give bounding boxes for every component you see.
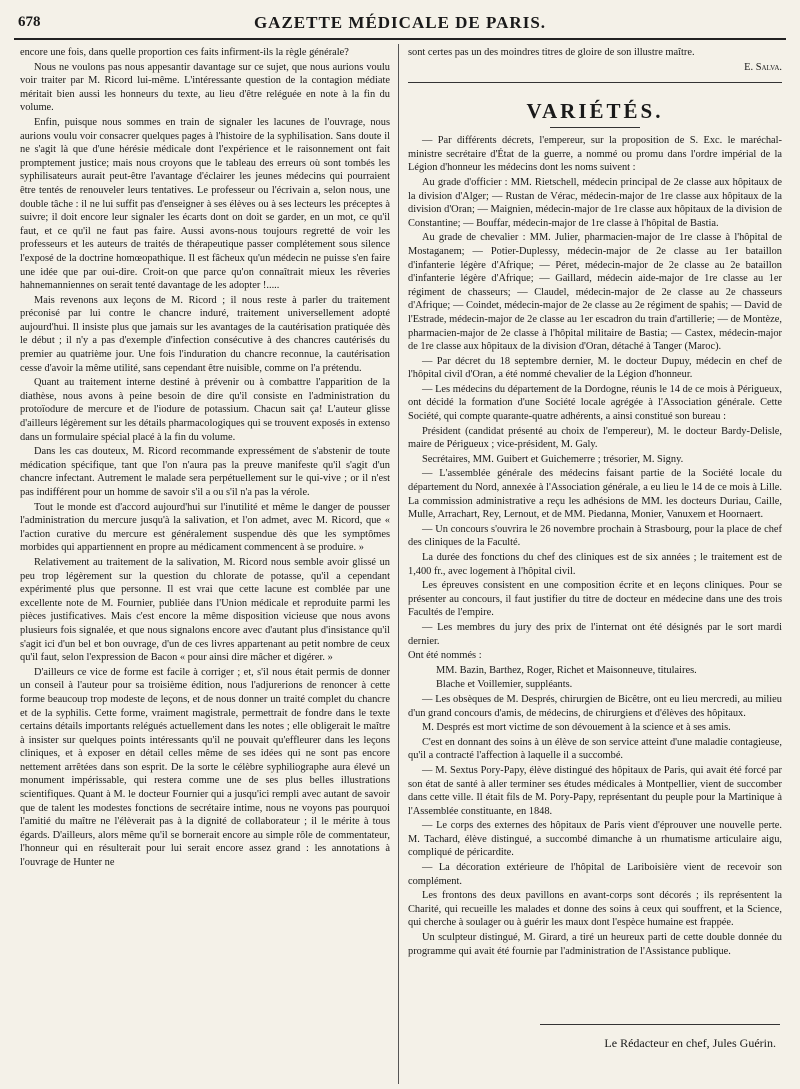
section-title: VARIÉTÉS. bbox=[526, 99, 664, 124]
news-item: — La décoration extérieure de l'hôpital de Lariboisière vient de recevoir son complément. bbox=[408, 862, 782, 887]
paragraph: Quant au traitement interne destiné à prévenir ou à combattre l'apparition de la diathèse, nous avons à peine besoin de dire qu'il consiste en l'administration du protoïodure de mercure et de l'iodure de potassium. Chacun sait ça! L'auteur glisse d'ailleurs légèrement sur les détails pharmacologiques qui se trouvent exposés in extenso dans un formulaire spécial placé à la fin du volume. bbox=[20, 377, 390, 443]
news-item: Président (candidat présenté au choix de l'empereur), M. le docteur Bardy-Delisle, maire de Périgueux ; vice-président, M. Galy. bbox=[408, 425, 782, 451]
news-item: — Le corps des externes des hôpitaux de Paris vient d'éprouver une nouvelle perte. M. Tachard, élève distingué, a succombé dimanche à un rhumatisme articulaire aigu, compliqué de péricardite. bbox=[408, 820, 782, 859]
paragraph: Relativement au traitement de la salivation, M. Ricord nous semble avoir glissé un peu trop légèrement sur la question du chlorate de potasse, qu'il a cependant expérimenté plus que personne. Il est vrai que cette lacune est comblée par une excellente note de M. Fournier, publiée dans l'Union médicale et reproduite parmi les pièces justificatives. Mais c'est encore la même disposition vicieuse que nous avons plusieurs fois signalée, et que nous signalons encore avec d'autant plus d'insistance qu'il s'agit ici d'un bel et bon ouvrage, d'un de ces livres appartenant au petit nombre de ceux qu'il faut, selon l'expression de Bacon « pour ainsi dire mâcher et digérer. » bbox=[20, 556, 390, 664]
news-item: M. Després est mort victime de son dévouement à la science et à ses amis. bbox=[422, 722, 731, 734]
paragraph: Mais revenons aux leçons de M. Ricord ; il nous reste à parler du traitement préconisé par lui contre le chancre induré, traitement universellement adopté aujourd'hui. Il insiste plus que jamais sur les avantages de la cautérisation pratiquée dès le début ; il n'y a pas d'exemple d'infection consécutive à des chancres cautérisés du premier au quatrième jour. Une fois l'induration du chancre reconnue, la cautérisation cesse d'avoir la même utilité, sans cependant être nuisible, comme on l'a prétendu. bbox=[20, 294, 390, 374]
news-item: — Un concours s'ouvrira le 26 novembre prochain à Strasbourg, pour la place de chef des cliniques de la Faculté. bbox=[408, 523, 782, 549]
news-item: Un sculpteur distingué, M. Girard, a tiré un heureux parti de cette double donnée du programme qui avait été fournie par l'administration de l'Assistance publique. bbox=[408, 932, 782, 957]
news-item: — Les médecins du département de la Dordogne, réunis le 14 de ce mois à Périgueux, ont décidé la formation d'une Société locale agrégée à l'Association générale. Cette Société, qui compte quarante-quatre adhérents, a ainsi constitué son bureau : bbox=[408, 383, 782, 423]
news-item: — M. Sextus Pory-Papy, élève distingué des hôpitaux de Paris, qui avait été forcé par son état de santé à aller terminer ses études médicales à Montpellier, vient de succomber dans cette ville. Il était fils de M. Pory-Papy, représentant du peuple pour la Martinique à l'Assemblée constituante, en 1848. bbox=[408, 764, 782, 817]
news-item: La durée des fonctions du chef des cliniques est de six années ; le traitement est de 1,400 fr., avec logement à l'hôpital civil. bbox=[408, 552, 782, 577]
journal-title: GAZETTE MÉDICALE DE PARIS. bbox=[253, 13, 547, 32]
editor-signature: Le Rédacteur en chef, Jules Guérin. bbox=[604, 1036, 776, 1050]
continuation-text: sont certes pas un des moindres titres de gloire de son illustre maître. bbox=[408, 47, 695, 58]
news-item: Ont été nommés : bbox=[408, 650, 482, 662]
paragraph: D'ailleurs ce vice de forme est facile à corriger ; et, s'il nous était permis de donner un conseil à l'auteur pour sa troisième édition, nous l'adjurerions de renoncer à cette forme beaucoup trop modeste de leçons, et de nous donner un traité complet du chancre et de la syphilis. Cette forme, vraiment magistrale, permettrait de fondre dans le texte certains détails importants relégués actuellement dans les notes ; elle obligerait le maître à insister sur quelques points intéressants qu'il ne pouvait qu'effleurer dans les leçons cliniques, et à exposer en détail celles même de ses idées qui ne sont pas encore nettement arrêtées dans son esprit. De la sorte le célèbre syphiliographe aura élevé un monument impérissable, qui restera comme une de ses plus belles illustrations scientifiques. Quant à M. le docteur Fournier qui a jusqu'ici rempli avec autant de savoir que de talent les modestes fonctions de secrétaire intime, nous ne voyons pas pourquoi l'amitié du maître ne l'élèverait pas à la dignité de collaborateur ; il le mérite à tous égards. D'ailleurs, alors même qu'il se bornerait encore au simple rôle de commentateur, l'honneur qui en résulterait pour lui serait encore assez grand : les annotations à l'ouvrage de Hunter ne bbox=[20, 666, 390, 869]
paragraph: encore une fois, dans quelle proportion ces faits infirment-ils la règle générale? bbox=[20, 47, 349, 58]
news-item: Les épreuves consistent en une composition écrite et en leçons cliniques. Pour se présenter au concours, il faut justifier du titre de docteur en médecine dans une des trois Facultés de l'empire. bbox=[408, 580, 782, 619]
paragraph: Dans les cas douteux, M. Ricord recommande expressément de s'abstenir de toute médication spécifique, tant que l'on n'aura pas la preuve manifeste qu'il s'agit d'un chancre infectant. Autrement le malade sera perpétuellement sur le qui-vive ; or il n'est pas indifférent pour un homme de savoir s'il a ou s'il n'a pas la vérole. bbox=[20, 446, 390, 498]
title-underline bbox=[550, 127, 640, 128]
news-item: — Par décret du 18 septembre dernier, M. le docteur Dupuy, médecin en chef de l'hôpital civil d'Oran, a été nommé chevalier de la Légion d'honneur. bbox=[408, 355, 782, 381]
footer-rule bbox=[540, 1024, 780, 1025]
news-item: — Par différents décrets, l'empereur, sur la proposition de S. Exc. le maréchal-ministre secrétaire d'État de la guerre, a nommé ou promu dans l'ordre impérial de la Légion d'honneur les médecins dont les noms suivent : bbox=[408, 135, 782, 174]
jury-list: MM. Bazin, Barthez, Roger, Richet et Maisonneuve, titulaires. bbox=[436, 664, 697, 676]
left-column bbox=[20, 46, 390, 1082]
paragraph: Enfin, puisque nous sommes en train de signaler les lacunes de l'ouvrage, nous aurions voulu voir consacrer quelques pages à l'histoire de la syphilisation. Sans doute il ne s'agit là que d'une hérésie médicale dont l'expérience et le raisonnement ont fait promptement justice; mais nous croyons que le tableau des erreurs où sont tombés les syphilisateurs aurait peut-être l'avantage d'éclairer les jeunes médecins qui pourraient être tentés de renouveler leurs tentatives. Le professeur ou l'écrivain a, selon nous, une double tâche : il ne lui suffit pas d'enseigner à ses élèves ou à ses lecteurs les préceptes à suivre; il doit encore leur signaler les écarts dont on doit se garder, en un mot, ce qu'il faut, et ce qu'il ne faut pas faire. Aussi avons-nous toujours regretté de voir les professeurs et les auteurs de traités de thérapeutique passer complétement sous silence l'exposé de la doctrine homœopathique. Il est fâcheux qu'un médecin ne puisse s'en faire une idée que par oui-dire. Croit-on que parce qu'on connaîtrait mieux les rêveries hahnemanniennes on serait tenté davantage de les adopter !..... bbox=[20, 116, 390, 292]
news-item: C'est en donnant des soins à un élève de son service atteint d'une maladie contagieuse, qu'il a contracté l'affection à laquelle il a succombé. bbox=[408, 736, 782, 762]
jury-list: Blache et Voillemier, suppléants. bbox=[436, 679, 573, 691]
news-item: Les frontons des deux pavillons en avant-corps sont décorés ; ils représentent la Charité, qui recueille les malades et donne des soins à ceux qui souffrent, et la Science, qui cherche à soulager ou à guérir les maux dont l'espèce humaine est frappée. bbox=[408, 890, 782, 929]
news-item: — Les obsèques de M. Després, chirurgien de Bicêtre, ont eu lieu mercredi, au milieu d'un grand concours d'amis, de médecins, de chirurgiens et d'élèves des hôpitaux. bbox=[408, 693, 782, 719]
news-item: — Les membres du jury des prix de l'internat ont été désignés par le sort mardi dernier. bbox=[408, 621, 782, 647]
column-divider bbox=[398, 44, 399, 1084]
page-number: 678 bbox=[18, 14, 41, 30]
page-header bbox=[14, 8, 786, 40]
paragraph: Nous ne voulons pas nous appesantir davantage sur ce sujet, que nous aurions voulu voir traiter par M. Ricord lui-même. L'intéressante question de la contagion médiate méritait bien aussi les honneurs du texte, au lieu d'être reléguée en note à la fin du volume. bbox=[20, 61, 390, 114]
right-column bbox=[408, 46, 782, 1082]
news-item: Secrétaires, MM. Guibert et Guichemerre ; trésorier, M. Signy. bbox=[422, 453, 684, 465]
paragraph: Tout le monde est d'accord aujourd'hui sur l'inutilité et même le danger de pousser l'administration du mercure jusqu'à la salivation, et l'on admet, avec M. Ricord, que « l'action curative du mercure est généralement suspendue dès que les symptômes morbides qui appartiennent en propre au médicament commencent à se produire. » bbox=[20, 501, 390, 554]
section-separator bbox=[408, 82, 782, 83]
news-item: — L'assemblée générale des médecins faisant partie de la Société locale du département du Nord, annexée à l'Association générale, a eu lieu le 14 de ce mois à Lille. La commission administrative a reçu les adhésions de MM. les docteurs Duriau, Caille, Mulle, Arrachart, Rey, Lernout, et de MM. Piedanna, Monier, Vanuxem et Hoornaert. bbox=[408, 468, 782, 521]
article-signature: E. Salva. bbox=[744, 61, 782, 73]
news-item: Au grade de chevalier : MM. Julier, pharmacien-major de 1re classe à l'hôpital de Mostaganem; — Potier-Duplessy, médecin-major de 2e classe au 1er bataillon d'infanterie légère d'Afrique; — Péret, médecin-major de 2e classe au 2e bataillon d'infanterie légère d'Afrique; — Gaillard, médecin aide-major de 1re classe au 1er régiment de chasseurs; — Claudel, médecin-major de 2e classe au 2e chasseurs d'Afrique; — Coindet, médecin-major de 2e classe au 2e régiment de spahis; — David de l'Estrade, médecin-major de 2e classe au 1er escadron du train d'artillerie; — de Montèze, pharmacien-major de 2e classe à l'hôpital militaire de Bastia; — Castex, médecin-major de 1re classe aux hôpitaux de la division d'Oran, détaché à Tanger (Maroc). bbox=[408, 232, 782, 353]
news-item: Au grade d'officier : MM. Rietschell, médecin principal de 2e classe aux hôpitaux de la division d'Alger; — Rustan de Vérac, médecin-major de 1re classe aux hôpitaux de la division d'Oran; — Maignien, médecin-major de 1re classe aux hôpitaux de la division de Constantine; — Bouffar, médecin-major de 1re classe à l'hôpital de Bastia. bbox=[408, 176, 782, 229]
